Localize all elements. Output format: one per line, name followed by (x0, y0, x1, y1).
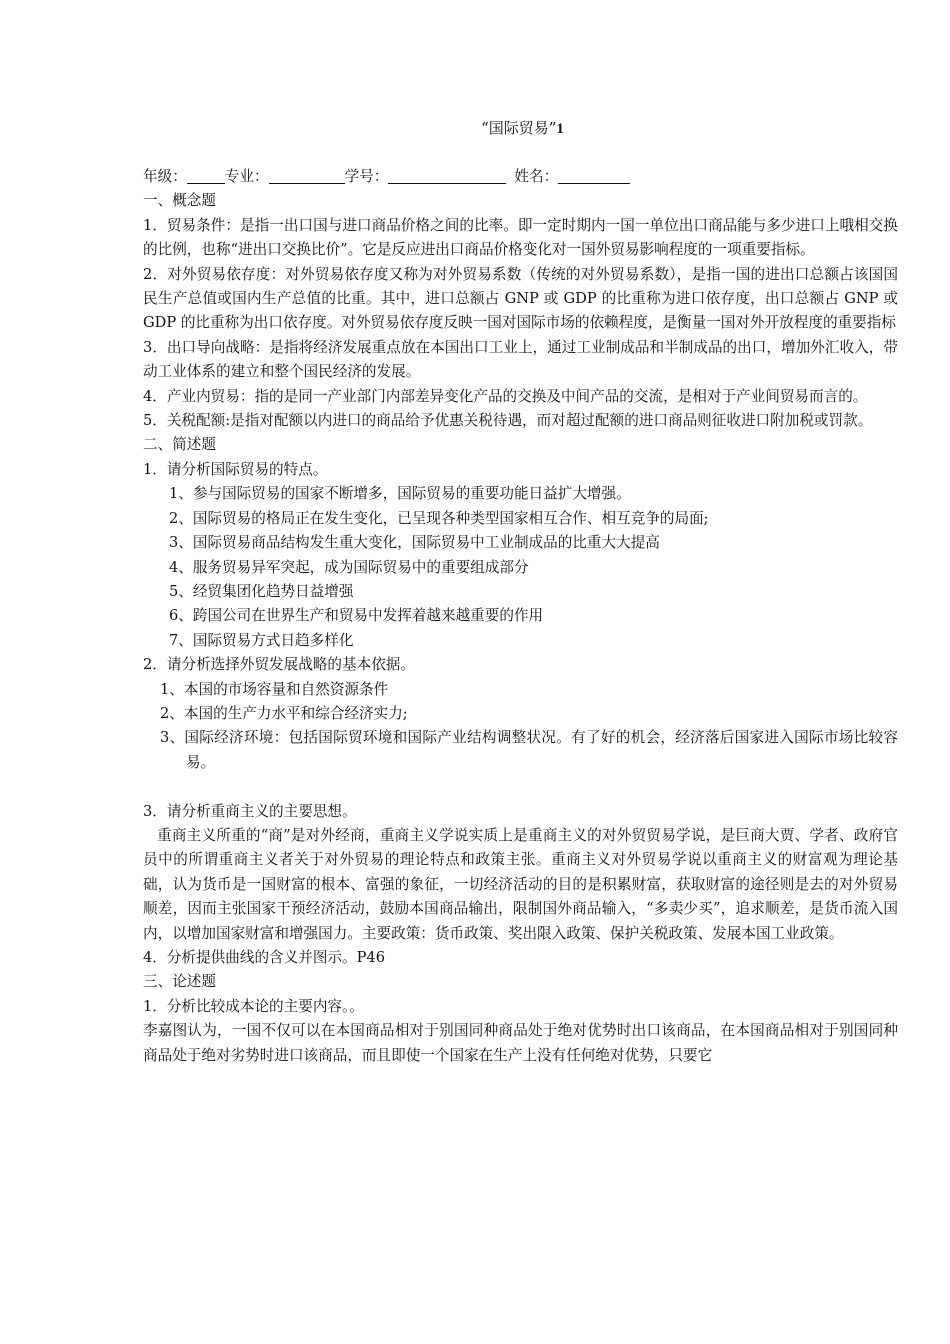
name-blank[interactable] (558, 166, 630, 184)
concept-item-1: 1．贸易条件：是指一出口国与进口商品价格之间的比率。即一定时期内一国一单位出口商品能与多少进口上哦相交换的比例，也称“进出口交换比价”。它是反应进出口商品价格变化对一国外贸易影响程度的一项重要指标。 (143, 216, 898, 259)
trade-feature-point-7: 7、国际贸易方式日趋多样化 (169, 631, 354, 649)
short-question-1: 1．请分析国际贸易的特点。 (143, 460, 328, 478)
concept-item-3: 3．出口导向战略：是指将经济发展重点放在本国出口工业上，通过工业制成品和半制成品的出口，增加外汇收入，带动工业体系的建立和整个国民经济的发展。 (143, 338, 898, 381)
title-text: “国际贸易” (481, 119, 557, 137)
trade-feature-point-3: 3、国际贸易商品结构发生重大变化，国际贸易中工业制成品的比重大大提高 (169, 534, 660, 552)
student-id-blank[interactable] (388, 166, 506, 184)
essay-question-1: 1．分析比较成本论的主要内容。。 (143, 997, 364, 1015)
grade-label: 年级： (143, 168, 187, 185)
document-title (0, 116, 950, 141)
short-question-4: 4．分析提供曲线的含义并图示。P46 (143, 948, 385, 966)
section-heading-concepts: 一、概念题 (143, 192, 216, 210)
name-label: 姓名： (514, 168, 559, 185)
trade-feature-point-1: 1、参与国际贸易的国家不断增多，国际贸易的重要功能日益扩大增强。 (169, 485, 631, 503)
strategy-basis-point-1: 1、本国的市场容量和自然资源条件 (160, 680, 389, 698)
trade-feature-point-4: 4、服务贸易异军突起，成为国际贸易中的重要组成部分 (169, 558, 529, 576)
concept-item-4: 4．产业内贸易：指的是同一产业部门内部差异变化产品的交换及中间产品的交流，是相对于产业间贸易而言的。 (143, 387, 868, 405)
strategy-basis-point-2: 2、本国的生产力水平和综合经济实力; (160, 704, 408, 722)
trade-feature-point-5: 5、经贸集团化趋势日益增强 (169, 582, 354, 600)
title-number: 1 (556, 121, 564, 137)
short-question-2: 2．请分析选择外贸发展战略的基本依据。 (143, 656, 415, 674)
section-heading-essay: 三、论述题 (143, 973, 216, 991)
grade-blank[interactable] (187, 166, 225, 184)
trade-feature-point-6: 6、跨国公司在世界生产和贸易中发挥着越来越重要的作用 (169, 607, 544, 625)
comparative-cost-answer: 李嘉图认为，一国不仅可以在本国商品相对于别国同种商品处于绝对优势时出口该商品，在本国商品相对于别国同种商品处于绝对劣势时进口该商品，而且即使一个国家在生产上没有任何绝对优势，只要它 (143, 1022, 898, 1064)
id-label: 学号： (344, 168, 389, 185)
mercantilism-answer: 重商主义所重的“商”是对外经商，重商主义学说实质上是重商主义的对外贸贸易学说，是巨商大贾、学者、政府官员中的所谓重商主义者关于对外贸易的理论特点和政策主张。重商主义对外贸易学说以重商主义的财富观为理论基础，认为货币是一国财富的根本、富强的象征，一切经济活动的目的是积累财富，获取财富的途径则是去的对外贸易顺差，因而主张国家干预经济活动，鼓励本国商品输出，限制国外商品输入，“多卖少买”，追求顺差，是货币流入国内，以增加国家财富和增强国力。主要政策：货币政策、奖出限入政策、保护关税政策、发展本国工业政策。 (143, 826, 898, 942)
concept-item-5: 5．关税配额:是指对配额以内进口的商品给予优惠关税待遇，而对超过配额的进口商品则征收进口附加税或罚款。 (143, 412, 873, 430)
strategy-basis-point-3: 3、国际经济环境：包括国际贸环境和国际产业结构调整状况。有了好的机会，经济落后国家进入国际市场比较容易。 (160, 729, 898, 771)
trade-feature-point-2: 2、国际贸易的格局正在发生变化，已呈现各种类型国家相互合作、相互竞争的局面; (169, 509, 709, 527)
major-blank[interactable] (269, 166, 345, 184)
concept-item-2: 2．对外贸易依存度：对外贸易依存度又称为对外贸易系数（传统的对外贸易系数），是指一国的进出口总额占该国国民生产总值或国内生产总值的比重。其中，进口总额占 GNP 或 GDP 的比重称为进口依存度，出口总额占 GNP 或 GDP 的比重称为出口依存度。对外贸易依存度反映一国对国际市场的依赖程度，是衡量一国对外开放程度的重要指标 (143, 265, 898, 332)
section-heading-short-answer: 二、简述题 (143, 436, 216, 454)
student-info-row (143, 165, 898, 189)
blank-line (143, 775, 898, 799)
document-body (143, 165, 898, 1068)
major-label: 专业： (224, 168, 269, 185)
short-question-3: 3．请分析重商主义的主要思想。 (143, 802, 357, 820)
